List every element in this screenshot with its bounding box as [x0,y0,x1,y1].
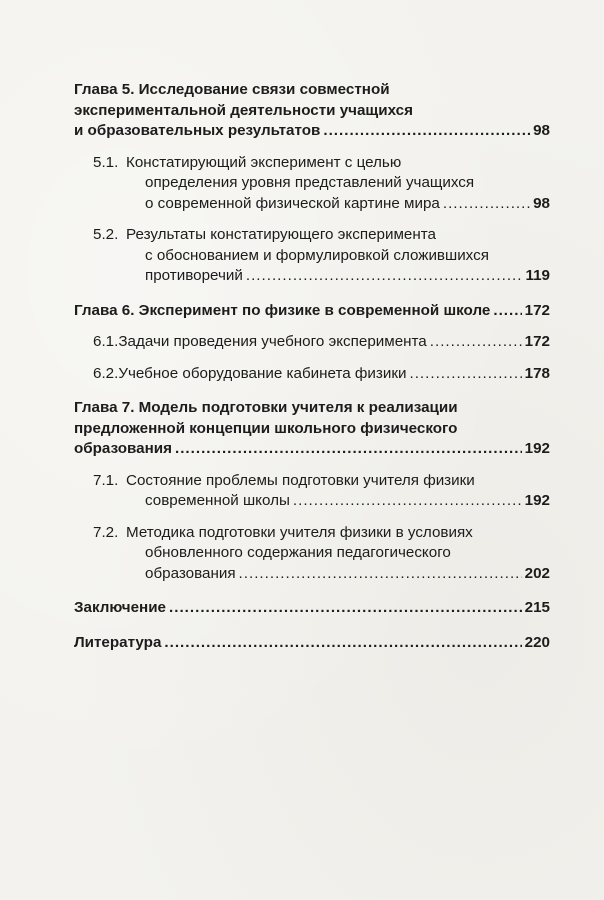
toc-literature[interactable] [74,633,550,654]
section-title-line: Учебное оборудование кабинета физики [118,364,407,382]
page-number: 172 [524,301,550,319]
leader-dots [493,301,521,322]
chapter-title-line: образования [74,440,172,457]
section-title-line: Результаты констатирующего эксперимента [126,226,436,243]
toc-section-7-1[interactable] [74,471,550,512]
table-of-contents [74,80,550,653]
leader-dots [323,121,530,142]
chapter-title-line: Глава 6. Эксперимент по физике в современной школе [74,301,491,319]
leader-dots [409,364,521,385]
toc-chapter-6[interactable] [74,301,550,322]
toc-section-5-2[interactable] [74,225,550,287]
section-title-line: Методика подготовки учителя физики в условиях [126,523,473,541]
leader-dots [430,332,522,353]
section-title-line: образования [145,564,236,582]
section-title-line: о современной физической картине мира [145,194,440,212]
section-title-line: Задачи проведения учебного эксперимента [118,333,427,350]
chapter-title-line: Глава 5. Исследование связи совместной [74,81,390,98]
page-number: 192 [524,492,550,509]
literature-label: Литература [74,633,162,651]
leader-dots [175,439,522,460]
leader-dots [246,266,523,287]
toc-section-5-1[interactable] [74,153,550,215]
conclusion-label: Заключение [74,599,167,616]
leader-dots [169,598,522,619]
toc-section-6-1[interactable] [74,332,550,353]
section-number: 5.1. [93,153,119,171]
section-number: 6.2. [93,364,119,382]
section-title-line: обновленного содержания педагогического [145,544,451,561]
toc-chapter-5[interactable] [74,80,550,142]
section-title-line: Констатирующий эксперимент с целью [126,153,402,171]
page-number: 220 [524,633,550,651]
page-number: 172 [524,333,550,350]
leader-dots [443,194,530,215]
chapter-title-line: Глава 7. Модель подготовки учителя к реализации [74,399,458,416]
leader-dots [239,564,522,585]
leader-dots [164,633,521,654]
chapter-title-line: и образовательных результатов [74,122,321,139]
page-number: 119 [525,267,550,284]
leader-dots [293,491,522,512]
page-number: 98 [533,122,550,139]
toc-section-6-2[interactable] [74,364,550,385]
chapter-title-line: предложенной концепции школьного физического [74,419,458,437]
section-title-line: современной школы [145,492,290,509]
section-title-line: Состояние проблемы подготовки учителя физики [126,471,475,489]
section-number: 5.2. [93,226,119,243]
page-number: 98 [533,194,550,212]
page-number: 192 [524,440,550,457]
toc-chapter-7[interactable] [74,398,550,460]
section-number: 7.2. [93,523,119,541]
page-number: 202 [524,564,550,582]
section-title-line: определения уровня представлений учащихся [145,174,475,191]
chapter-title-line: экспериментальной деятельности учащихся [74,101,413,119]
page-number: 215 [524,599,550,616]
toc-section-7-2[interactable] [74,523,550,585]
section-title-line: с обоснованием и формулировкой сложившихся [145,246,489,264]
page-number: 178 [524,364,550,382]
section-number: 7.1. [93,471,119,489]
toc-conclusion[interactable] [74,598,550,619]
section-title-line: противоречий [145,267,243,284]
section-number: 6.1. [93,333,119,350]
